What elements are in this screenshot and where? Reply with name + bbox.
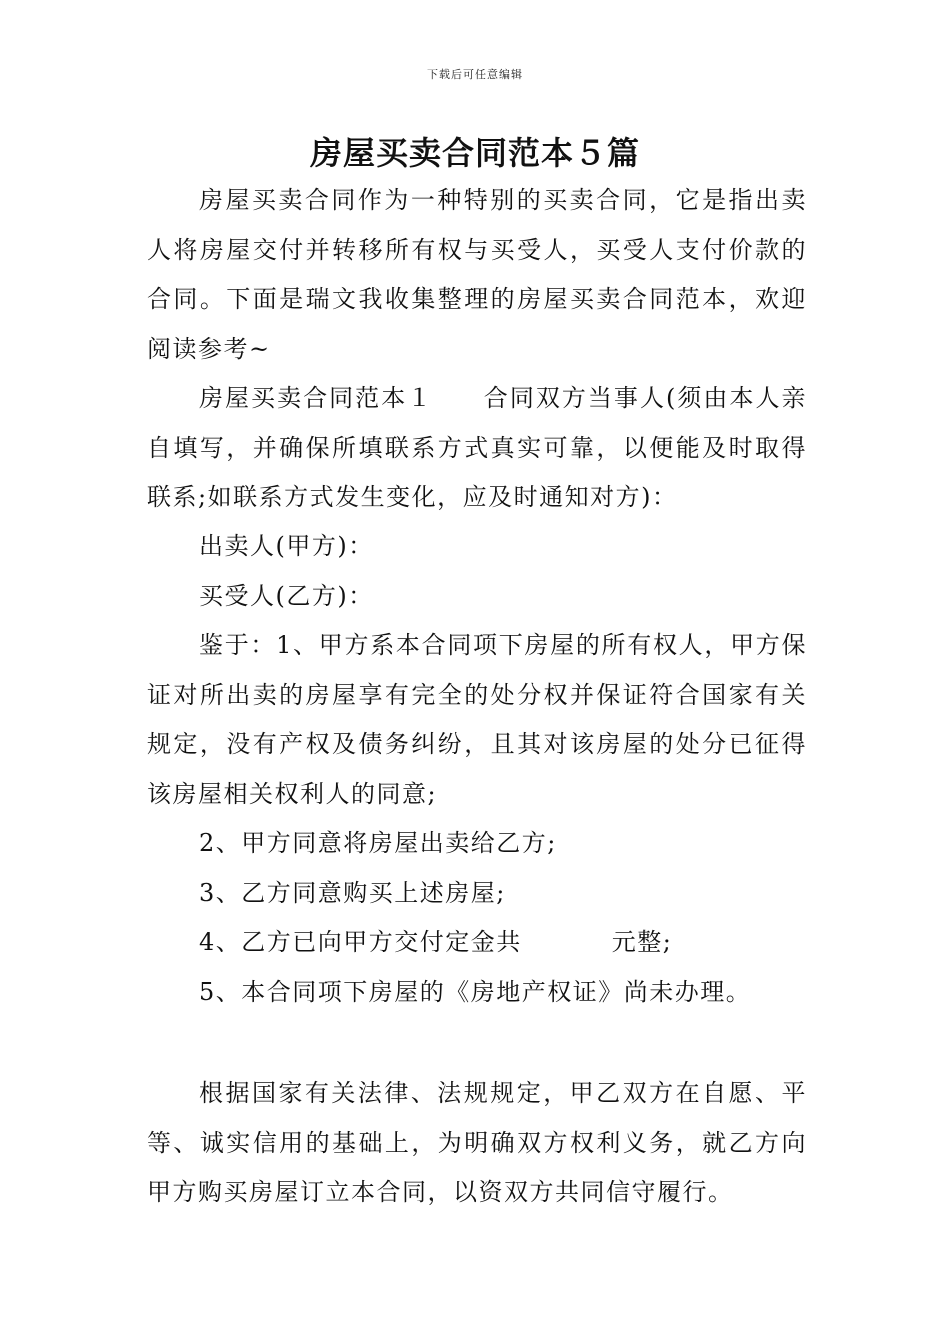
- whereas-item-4: [147, 918, 807, 968]
- header-note: 下载后可任意编辑: [427, 68, 523, 81]
- whereas-item-1: 鉴于：1、甲方系本合同项下房屋的所有权人，甲方保证对所出卖的房屋享有完全的处分权并保证符合国家有关规定，没有产权及债务纠纷，且其对该房屋的处分已征得该房屋相关权利人的同意;: [147, 631, 807, 808]
- intro-paragraph: 房屋买卖合同作为一种特别的买卖合同，它是指出卖人将房屋交付并转移所有权与买受人，买受人支付价款的合同。下面是瑞文我收集整理的房屋买卖合同范本，欢迎阅读参考~: [147, 186, 807, 363]
- conclusion-block: [147, 1069, 807, 1218]
- deposit-text: 4、乙方已向甲方交付定金共: [199, 928, 522, 956]
- whereas-item-5: 5、本合同项下房屋的《房地产权证》尚未办理。: [199, 977, 752, 1006]
- sample-heading: 房屋买卖合同范本１: [199, 384, 434, 412]
- intro-block: [147, 176, 807, 374]
- conclusion-paragraph: 根据国家有关法律、法规规定，甲乙双方在自愿、平等、诚实信用的基础上，为明确双方权利义务，就乙方向甲方购买房屋订立本合同，以资双方共同信守履行。: [147, 1079, 807, 1206]
- deposit-unit: 元整;: [611, 928, 673, 956]
- parties-block: [147, 374, 807, 523]
- whereas-item-2: 2、甲方同意将房屋出卖给乙方;: [199, 829, 557, 857]
- signature-lines: [147, 522, 807, 621]
- buyer-line: 买受人(乙方)：: [199, 581, 374, 610]
- parties-text: 合同双方当事人(须由本人亲自填写，并确保所填联系方式真实可靠，以便能及时取得联系;如联系方式发生变化，应及时通知对方)：: [147, 384, 807, 511]
- whereas-item-3: 3、乙方同意购买上述房屋;: [199, 878, 506, 907]
- parties-paragraph: [147, 374, 807, 523]
- whereas-block: [147, 621, 807, 1017]
- page-title: 房屋买卖合同范本５篇: [309, 134, 640, 172]
- seller-line: 出卖人(甲方)：: [199, 532, 374, 560]
